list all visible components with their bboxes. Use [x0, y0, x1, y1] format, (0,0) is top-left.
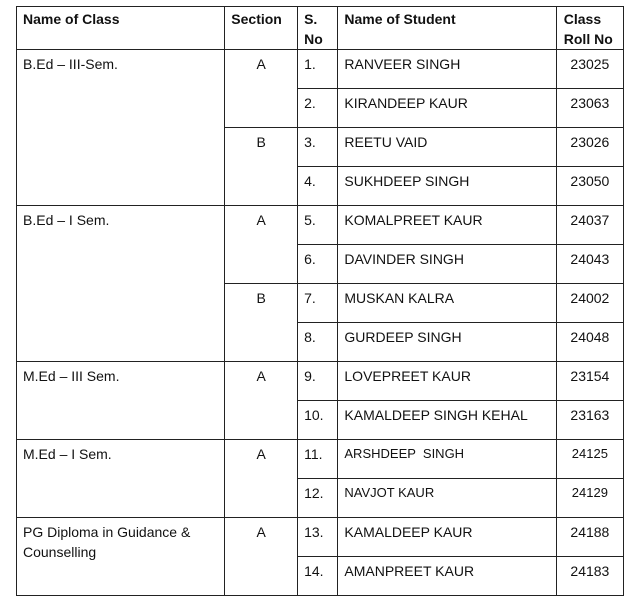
- table-row: [17, 518, 624, 557]
- table-row: [17, 50, 624, 89]
- student-name-cell: KAMALDEEP SINGH KEHAL: [338, 401, 556, 440]
- roll-cell: 24129: [556, 479, 623, 518]
- header-sno: S. No: [298, 7, 338, 50]
- sno-cell: 2.: [298, 89, 338, 128]
- student-name-cell: LOVEPREET KAUR: [338, 362, 556, 401]
- student-table: [16, 6, 624, 596]
- roll-cell: 24183: [556, 557, 623, 596]
- student-name-cell: REETU VAID: [338, 128, 556, 167]
- section-cell: B: [225, 284, 298, 362]
- roll-cell: 23154: [556, 362, 623, 401]
- student-name-cell: KAMALDEEP KAUR: [338, 518, 556, 557]
- roll-cell: 23063: [556, 89, 623, 128]
- table-row: [17, 440, 624, 479]
- student-name-cell: ARSHDEEP SINGH: [338, 440, 556, 479]
- roll-cell: 23163: [556, 401, 623, 440]
- roll-cell: 23025: [556, 50, 623, 89]
- roll-cell: 23026: [556, 128, 623, 167]
- table-row: [17, 206, 624, 245]
- table-row: [17, 362, 624, 401]
- student-name-cell: SUKHDEEP SINGH: [338, 167, 556, 206]
- sno-cell: 14.: [298, 557, 338, 596]
- header-class: Name of Class: [17, 7, 225, 50]
- student-name-cell: NAVJOT KAUR: [338, 479, 556, 518]
- header-roll-line2: Roll No: [563, 31, 613, 47]
- roll-cell: 23050: [556, 167, 623, 206]
- roll-cell: 24188: [556, 518, 623, 557]
- header-roll: [556, 7, 623, 50]
- header-name: Name of Student: [338, 7, 556, 50]
- student-name-cell: AMANPREET KAUR: [338, 557, 556, 596]
- sno-cell: 6.: [298, 245, 338, 284]
- student-name-cell: GURDEEP SINGH: [338, 323, 556, 362]
- roll-cell: 24002: [556, 284, 623, 323]
- header-roll-line1: Class: [563, 11, 602, 27]
- sno-cell: 13.: [298, 518, 338, 557]
- student-name-cell: KIRANDEEP KAUR: [338, 89, 556, 128]
- class-cell: PG Diploma in Guidance & Counselling: [17, 518, 225, 596]
- header-section: Section: [225, 7, 298, 50]
- section-cell: A: [225, 206, 298, 284]
- sno-cell: 1.: [298, 50, 338, 89]
- sno-cell: 4.: [298, 167, 338, 206]
- section-cell: A: [225, 50, 298, 128]
- roll-cell: 24125: [556, 440, 623, 479]
- section-cell: A: [225, 518, 298, 596]
- section-cell: A: [225, 440, 298, 518]
- class-cell: M.Ed – III Sem.: [17, 362, 225, 440]
- section-cell: A: [225, 362, 298, 440]
- sno-cell: 7.: [298, 284, 338, 323]
- class-cell: M.Ed – I Sem.: [17, 440, 225, 518]
- sno-cell: 10.: [298, 401, 338, 440]
- sno-cell: 3.: [298, 128, 338, 167]
- roll-cell: 24043: [556, 245, 623, 284]
- header-row: [17, 7, 624, 50]
- student-name-cell: KOMALPREET KAUR: [338, 206, 556, 245]
- section-cell: B: [225, 128, 298, 206]
- sno-cell: 12.: [298, 479, 338, 518]
- class-cell: B.Ed – I Sem.: [17, 206, 225, 362]
- student-name-cell: MUSKAN KALRA: [338, 284, 556, 323]
- class-cell: B.Ed – III-Sem.: [17, 50, 225, 206]
- sno-cell: 9.: [298, 362, 338, 401]
- student-name-cell: RANVEER SINGH: [338, 50, 556, 89]
- sno-cell: 8.: [298, 323, 338, 362]
- roll-cell: 24037: [556, 206, 623, 245]
- roll-cell: 24048: [556, 323, 623, 362]
- student-name-cell: DAVINDER SINGH: [338, 245, 556, 284]
- sno-cell: 5.: [298, 206, 338, 245]
- sno-cell: 11.: [298, 440, 338, 479]
